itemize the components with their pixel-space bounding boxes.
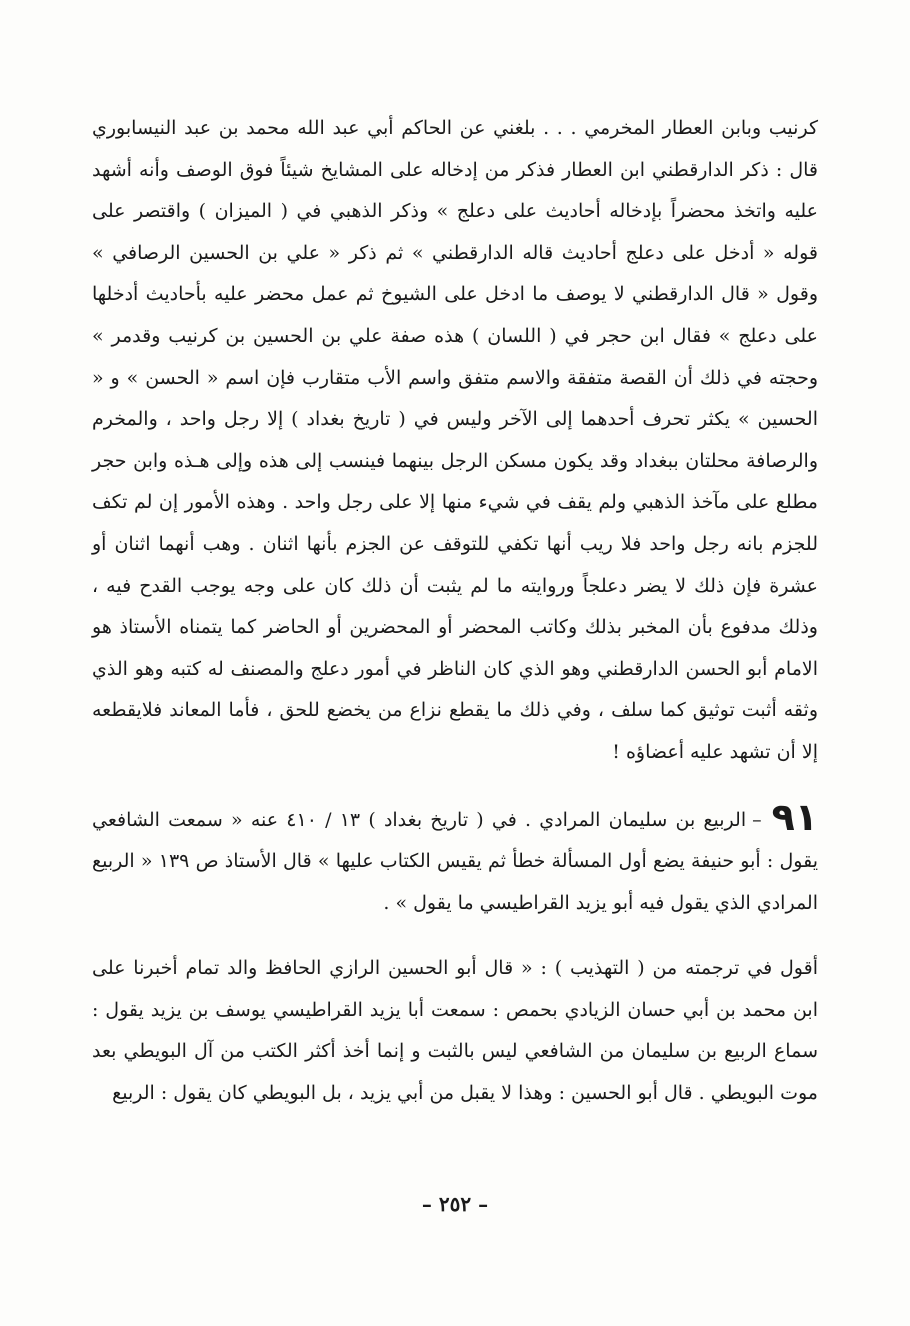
paragraph-1: كرنيب وبابن العطار المخرمي . . . بلغني عن الحاكم أبي عبد الله محمد بن عبد النيسابوري قال : ذكر الدارقطني ابن العطار فذكر من إدخاله على المشايخ شيئاً فوق الوصف وأنه أشهد عليه واتخذ محضراً بإدخاله أحاديث على دعلج » وذكر الذهبي في ( الميزان ) واقتصر على قوله « أدخل على دعلج أحاديث قاله الدارقطني » ثم ذكر « علي بن الحسين الرصافي » وقول « قال الدارقطني لا يوصف ما ادخل على الشيوخ ثم عمل محضر عليه بأحاديث أدخلها على دعلج » فقال ابن حجر في ( اللسان ) هذه صفة علي بن الحسين بن كرنيب وقدمر » وحجته في ذلك أن القصة متفقة والاسم متفق واسم الأب متقارب فإن اسم « الحسن » و « الحسين » يكثر تحرف أحدهما إلى الآخر وليس في ( تاريخ بغداد ) إلا رجل واحد ، والمخرم والرصافة محلتان ببغداد وقد يكون مسكن الرجل بينهما فينسب إلى هذه وإلى هـذه وابن حجر مطلع على مآخذ الذهبي ولم يقف في شيء منها إلا على رجل واحد . وهذه الأمور إن لم تكف للجزم بانه رجل واحد فلا ريب أنها تكفي للتوقف عن الجزم بأنها اثنان . وهب أنهما اثنان أو عشرة فإن ذلك لا يضر دعلجاً وروايته ما لم يثبت أن ذلك كان على وجه يوجب القدح فيه ، وذلك مدفوع بأن المخبر بذلك وكاتب المحضر أو المحضرين أو الحاضر كما يتمناه الأستاذ هو الامام أبو الحسن الدارقطني وهو الذي كان الناظر في أمور دعلج والمصنف له كتبه وهو الذي وثقه أثبت توثيق كما سلف ، وفي ذلك ما يقطع نزاع من يخضع للحق ، فأما المعاند فلايقطعه إلا أن تشهد عليه أعضاؤه ! (92, 117, 818, 763)
entry-number: ٩١ (771, 794, 818, 839)
paragraph-3: أقول في ترجمته من ( التهذيب ) : « قال أبو الحسين الرازي الحافظ والد تمام أخبرنا على ابن محمد بن أبي حسان الزيادي بحمص : سمعت أبا يزيد القراطيسي يوسف بن يزيد يقول : سماع الربيع بن سليمان من الشافعي ليس بالثبت و إنما أخذ أكثر الكتب من آل البويطي بعد موت البويطي . قال أبو الحسين : وهذا لا يقبل من أبي يزيد ، بل البويطي كان يقول : الربيع (92, 957, 818, 1105)
entry-91 (92, 794, 818, 925)
entry-text: الربيع بن سليمان المرادي . في ( تاريخ بغداد ) ١٣ / ٤١٠ عنه « سمعت الشافعي يقول : أبو حنيفة يضع أول المسألة خطأ ثم يقيس الكتاب عليها » قال الأستاذ ص ١٣٩ « الربيع المرادي الذي يقول فيه أبو يزيد القراطيسي ما يقول » . (92, 808, 818, 914)
page-number: – ٢٥٢ – (421, 1192, 489, 1216)
entry-dash: – (752, 808, 762, 831)
